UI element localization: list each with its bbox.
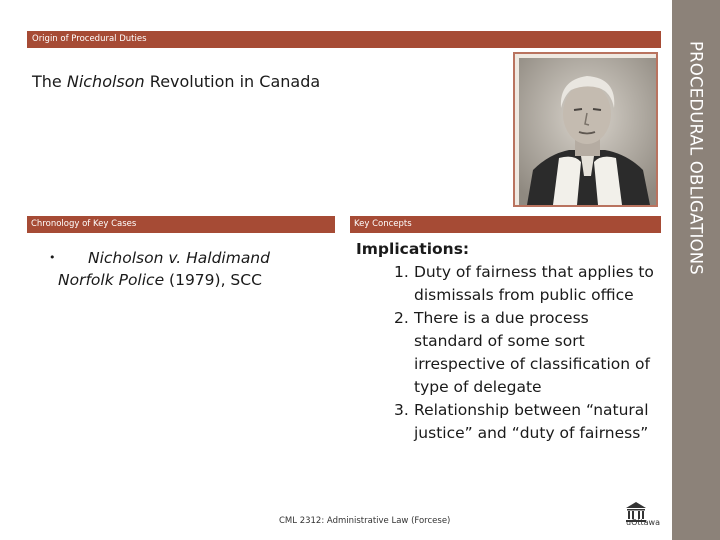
item-text: Duty of fairness that applies to dismissals from public office: [414, 263, 654, 304]
list-item: [356, 261, 662, 307]
sidebar-title: [672, 0, 720, 540]
case-list: [49, 247, 330, 291]
portrait-illustration: [519, 58, 656, 205]
section-header-bar: [27, 31, 661, 48]
list-item: [356, 307, 662, 399]
logo-text: uOttawa: [626, 518, 660, 527]
item-text: Relationship between “natural justice” and “duty of fairness”: [414, 401, 649, 442]
title-emphasis: Nicholson: [66, 72, 145, 91]
list-item: [356, 399, 662, 445]
page-title: [32, 72, 320, 91]
title-suffix: Revolution in Canada: [144, 72, 321, 91]
item-text: There is a due process standard of some sort irrespective of classification of type of delegate: [414, 309, 650, 396]
section-label: Origin of Procedural Duties: [32, 34, 147, 44]
right-panel-header: [350, 216, 661, 233]
left-panel-header: [27, 216, 335, 233]
sidebar-title-text: PROCEDURAL OBLIGATIONS: [686, 41, 706, 275]
title-prefix: The: [32, 72, 67, 91]
case-name: Nicholson v. Haldimand Norfolk Police: [58, 249, 270, 289]
item-number: 3.: [394, 401, 409, 419]
bullet-icon: •: [49, 251, 56, 264]
list-item: [49, 247, 330, 291]
portrait-photo: [513, 52, 658, 207]
item-number: 1.: [394, 263, 409, 281]
right-panel-label: Key Concepts: [354, 219, 412, 229]
case-citation: (1979), SCC: [164, 271, 262, 289]
left-panel-label: Chronology of Key Cases: [31, 219, 137, 229]
implications-heading: Implications:: [356, 240, 470, 258]
item-number: 2.: [394, 309, 409, 327]
footer-text: CML 2312: Administrative Law (Forcese): [279, 516, 451, 526]
implications-block: [356, 238, 662, 445]
